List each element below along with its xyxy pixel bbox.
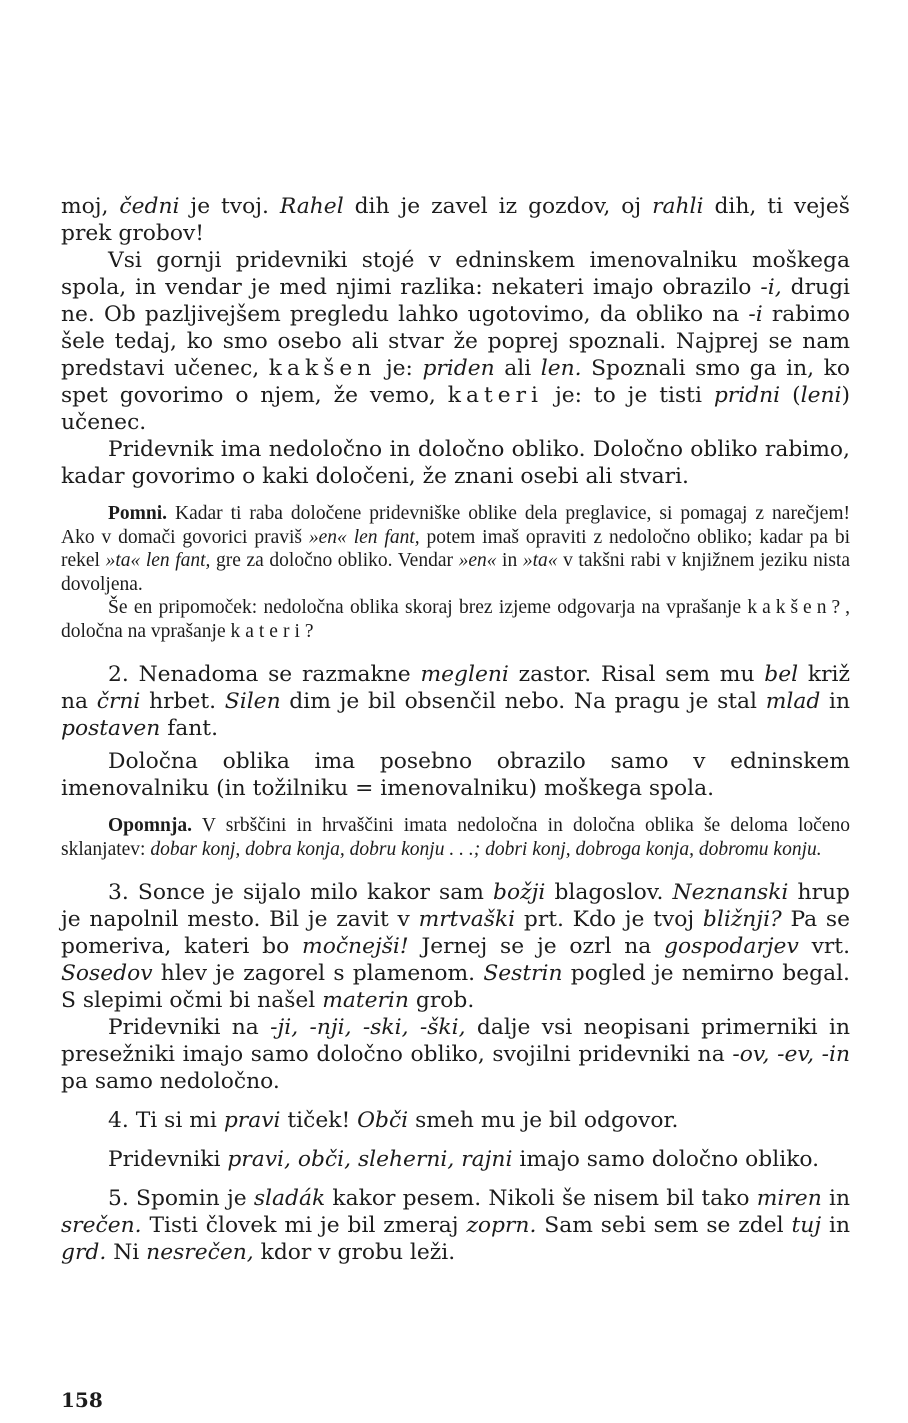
italic-term: grd. bbox=[61, 1240, 107, 1265]
spaced-term: kakšen? bbox=[747, 597, 846, 618]
text-run: Pa se pomeriva, kateri bo bbox=[61, 907, 850, 959]
text-run: je: bbox=[376, 356, 423, 381]
italic-term: mlad bbox=[765, 689, 821, 714]
example-4 bbox=[61, 1107, 850, 1134]
example-5 bbox=[61, 1185, 850, 1266]
italic-term: pridni bbox=[713, 383, 781, 408]
italic-term: postaven bbox=[61, 716, 161, 741]
text-run: kdor v grobu leži. bbox=[253, 1240, 456, 1265]
page-number: 158 bbox=[61, 1388, 103, 1412]
paragraph bbox=[61, 1014, 850, 1095]
italic-term: dobar konj, dobra konja, dobru konju . . .; dobri konj, dobroga konja, dobromu konju. bbox=[150, 838, 822, 860]
example-3 bbox=[61, 879, 850, 1014]
italic-term: črni bbox=[96, 689, 141, 714]
italic-term: močnejši! bbox=[302, 934, 409, 959]
text-run: Pridevnik ima nedoločno in določno obliko. Določno obliko rabimo, kadar govorimo o kaki določeni, že znani osebi ali stvari. bbox=[61, 437, 850, 489]
text-run: ) učenec. bbox=[61, 383, 850, 435]
text-run: in bbox=[821, 1186, 850, 1211]
text-run: rabimo šele tedaj, ko smo osebo ali stvar že poprej spoznali. Najprej se nam predstavi učenec, bbox=[61, 302, 850, 381]
spaced-term: kateri bbox=[447, 383, 544, 408]
text-run: ali bbox=[494, 356, 541, 381]
note-opomnja bbox=[61, 814, 850, 861]
text-run: dalje vsi neopisani primerniki in presežniki imajo samo določno obliko, svojilni pridevniki na bbox=[61, 1015, 850, 1067]
text-run: 3. Sonce je sijalo milo kakor sam bbox=[108, 880, 494, 905]
italic-term: megleni bbox=[420, 662, 509, 687]
italic-term: zoprn. bbox=[466, 1213, 537, 1238]
text-run: vrt. bbox=[798, 934, 850, 959]
text-run: in bbox=[820, 689, 850, 714]
italic-term: pravi, obči, sleherni, rajni bbox=[227, 1147, 513, 1172]
text-run: hlev je zagorel s plamenom. bbox=[152, 961, 484, 986]
text-run: hrbet. bbox=[140, 689, 225, 714]
text-run: gre za določno obliko. Vendar bbox=[210, 550, 459, 571]
text-run: dih je zavel iz gozdov, oj bbox=[343, 194, 653, 219]
italic-term: miren bbox=[756, 1186, 822, 1211]
page-body bbox=[61, 193, 850, 1266]
italic-term: sladák bbox=[253, 1186, 326, 1211]
text-run: Pridevniki bbox=[108, 1147, 228, 1172]
text-run: Določna oblika ima posebno obrazilo samo v edninskem imenovalniku (in tožilniku = imenovalniku) moškega spola. bbox=[61, 749, 850, 801]
italic-term: Sestrin bbox=[483, 961, 563, 986]
note-heading: Pomni. bbox=[108, 503, 168, 524]
text-run: Tisti človek mi je bil zmeraj bbox=[141, 1213, 467, 1238]
italic-term: pravi bbox=[223, 1108, 281, 1133]
text-run: 5. Spomin je bbox=[108, 1186, 254, 1211]
text-run: prt. Kdo je tvoj bbox=[515, 907, 703, 932]
text-run: grob. bbox=[408, 988, 475, 1013]
text-run: v takšni rabi v knjižnem jeziku nista dovoljena. bbox=[61, 550, 851, 595]
italic-term: »ta« bbox=[522, 550, 558, 571]
italic-term: nesrečen, bbox=[146, 1240, 254, 1265]
text-run: dim je bil obsenčil nebo. Na pragu je stal bbox=[280, 689, 766, 714]
text-run: smeh mu je bil odgovor. bbox=[408, 1108, 679, 1133]
text-run: je: to je tisti bbox=[543, 383, 714, 408]
text-run: ( bbox=[780, 383, 801, 408]
text-run: drugi ne. Ob pazljivejšem pregledu lahko ugotovimo, da obliko na bbox=[61, 275, 850, 327]
text-run: križ na bbox=[61, 662, 850, 714]
paragraph bbox=[61, 436, 850, 490]
text-run: dih, ti veješ prek grobov! bbox=[61, 194, 850, 246]
italic-term: božji bbox=[493, 880, 546, 905]
italic-term: bel bbox=[764, 662, 799, 687]
note-paragraph bbox=[61, 596, 850, 643]
italic-term: materin bbox=[322, 988, 409, 1013]
text-run: Jernej se je ozrl na bbox=[408, 934, 665, 959]
italic-term: Rahel bbox=[279, 194, 344, 219]
italic-term: »ta« len fant, bbox=[105, 550, 211, 571]
text-run: blagoslov. bbox=[545, 880, 673, 905]
text-run: Spoznali smo ga in, ko spet govorimo o njem, že vemo, bbox=[61, 356, 850, 408]
paragraph bbox=[61, 193, 850, 247]
text-run: V srbščini in hrvaščini imata nedoločna in določna oblika še deloma ločeno sklanjatev: bbox=[61, 815, 850, 860]
text-run: Sam sebi sem se zdel bbox=[536, 1213, 792, 1238]
text-run: zastor. Risal sem mu bbox=[508, 662, 765, 687]
paragraph bbox=[61, 1146, 850, 1173]
note-pomni bbox=[61, 502, 850, 596]
note-heading: Opomnja. bbox=[108, 815, 192, 836]
italic-term: Sosedov bbox=[61, 961, 153, 986]
text-run: pogled je nemirno begal. S slepimi očmi bi našel bbox=[61, 961, 850, 1013]
italic-term: len. bbox=[540, 356, 582, 381]
italic-term: čedni bbox=[119, 194, 180, 219]
text-run: in bbox=[821, 1213, 850, 1238]
text-run: pa samo nedoločno. bbox=[61, 1069, 280, 1094]
paragraph bbox=[61, 748, 850, 802]
italic-term: »en« len fant, bbox=[308, 526, 420, 548]
text-run: fant. bbox=[160, 716, 218, 741]
text-run: imajo samo določno obliko. bbox=[512, 1147, 820, 1172]
text-run: Pridevniki na bbox=[108, 1015, 271, 1040]
italic-term: tuj bbox=[791, 1213, 822, 1238]
spaced-term: kateri? bbox=[230, 620, 319, 642]
text-run: , določna na vprašanje bbox=[61, 597, 850, 642]
text-run: tiček! bbox=[280, 1108, 358, 1133]
italic-term: Neznanski bbox=[672, 880, 789, 905]
italic-term: rahli bbox=[652, 194, 704, 219]
text-run: in bbox=[496, 550, 523, 571]
italic-term: srečen. bbox=[61, 1213, 142, 1238]
spaced-term: kakšen bbox=[268, 356, 377, 381]
italic-term: gospodarjev bbox=[664, 934, 799, 959]
paragraph bbox=[61, 247, 850, 436]
text-run: Vsi gornji pridevniki stojé v edninskem imenovalniku moškega spola, in vendar je med njimi razlika: nekateri imajo obrazilo bbox=[61, 248, 850, 300]
italic-term: leni bbox=[800, 383, 842, 408]
italic-term: »en« bbox=[458, 550, 497, 571]
italic-term: -ov, -ev, -in bbox=[732, 1042, 850, 1067]
text-run: Še en pripomoček: nedoločna oblika skoraj brez izjeme odgovarja na vprašanje bbox=[108, 597, 748, 618]
italic-term: bližnji? bbox=[702, 907, 782, 932]
text-run: moj, bbox=[61, 194, 120, 219]
text-run: hrup je napolnil mesto. Bil je zavit v bbox=[61, 880, 850, 932]
text-run: 2. Nenadoma se razmakne bbox=[108, 662, 421, 687]
text-run: potem imaš opraviti z nedoločno obliko; kadar pa bi rekel bbox=[61, 526, 850, 571]
text-run: je tvoj. bbox=[179, 194, 280, 219]
example-2 bbox=[61, 661, 850, 742]
italic-term: -ji, -nji, -ski, -ški, bbox=[270, 1015, 466, 1040]
italic-term: mrtvaški bbox=[418, 907, 516, 932]
italic-term: Obči bbox=[357, 1108, 409, 1133]
italic-term: -i, bbox=[760, 275, 782, 300]
text-run: 4. Ti si mi bbox=[108, 1108, 224, 1133]
italic-term: -i bbox=[748, 302, 763, 327]
text-run: kakor pesem. Nikoli še nisem bil tako bbox=[325, 1186, 757, 1211]
text-run: Kadar ti raba določene pridevniške oblike dela preglavice, si pomagaj z narečjem! Ako v domači govorici praviš bbox=[61, 503, 850, 548]
italic-term: Silen bbox=[224, 689, 281, 714]
text-run: Ni bbox=[106, 1240, 147, 1265]
italic-term: priden bbox=[422, 356, 495, 381]
